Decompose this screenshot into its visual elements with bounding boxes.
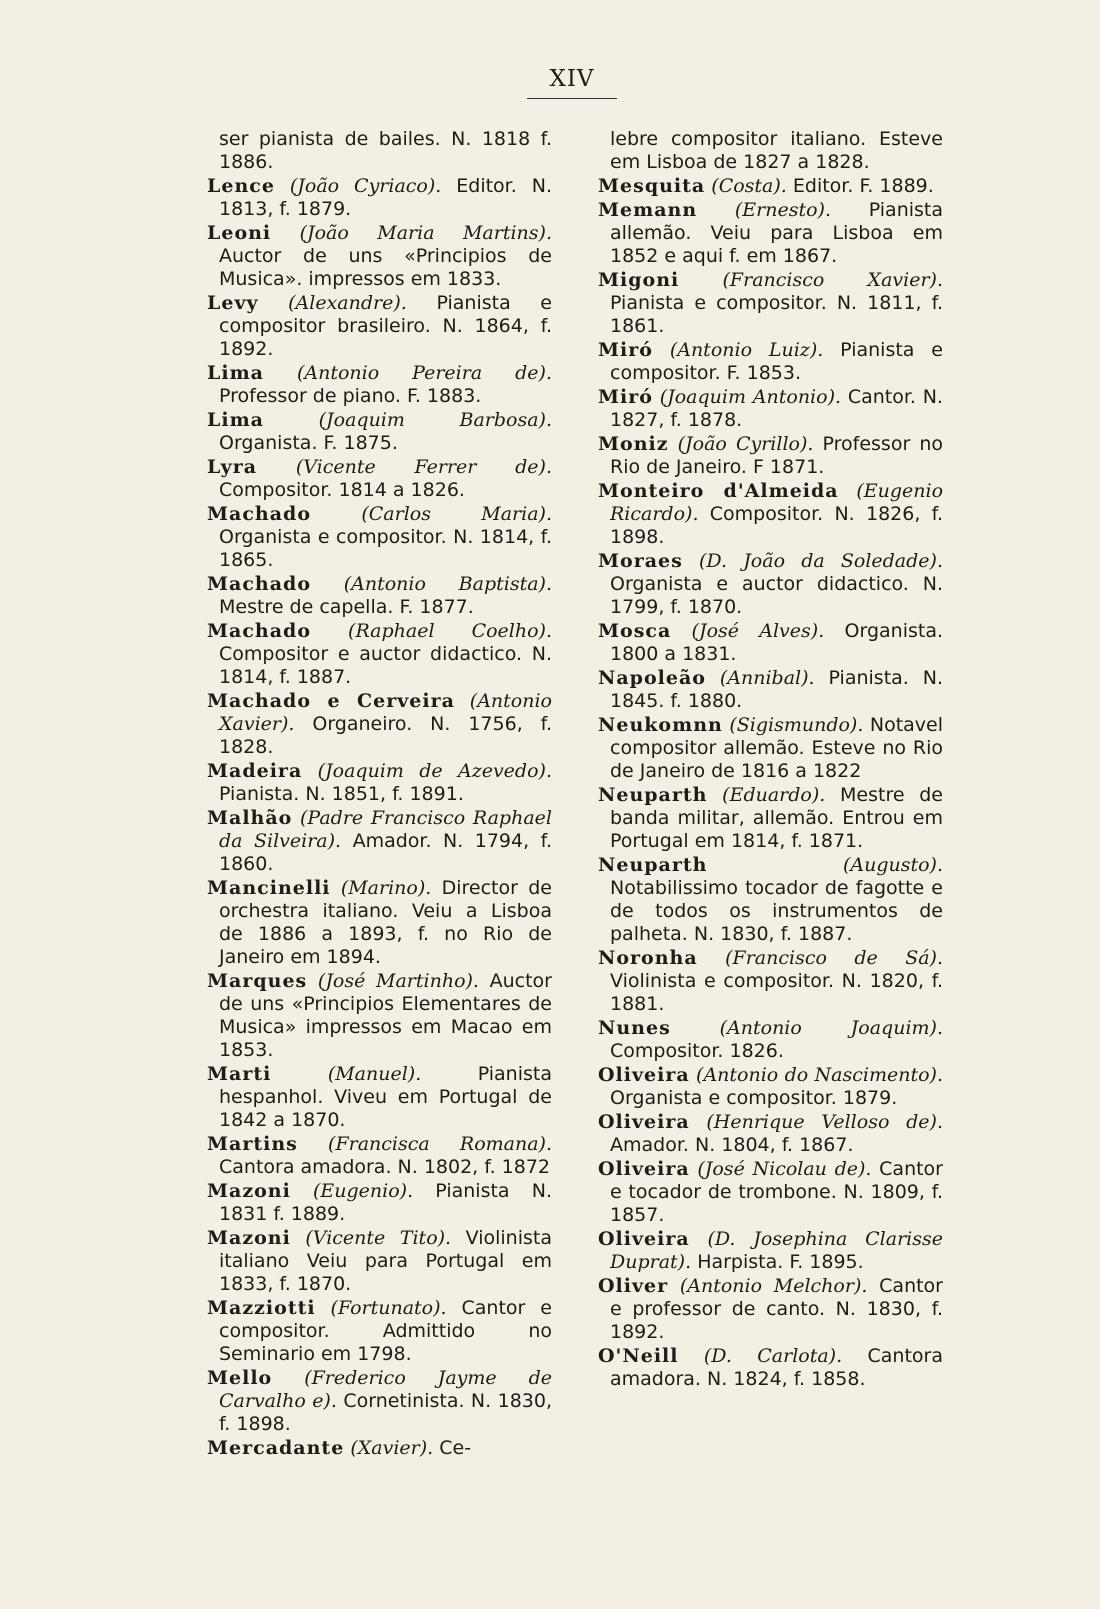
dictionary-entry xyxy=(598,784,943,853)
entry-description: Organeiro. N. 1756, f. 1828. xyxy=(219,713,552,758)
entry-description: Editor. N. 1813, f. 1879. xyxy=(219,175,552,220)
entry-given-names: (Antonio Pereira de). xyxy=(296,362,552,384)
entry-description: Cantor e tocador de trombone. N. 1809, f. 1857. xyxy=(610,1158,943,1226)
entry-given-names: (Eduardo). xyxy=(722,784,826,806)
dictionary-entry xyxy=(207,175,552,221)
entry-description: Cantor. N. 1827, f. 1878. xyxy=(610,386,943,431)
dictionary-entry xyxy=(207,760,552,806)
entry-surname: Neuparth xyxy=(598,784,708,806)
entry-surname: Monteiro d'Almeida xyxy=(598,480,839,502)
entry-description: Cantora amadora. N. 1824, f. 1858. xyxy=(610,1345,943,1390)
entry-description: Harpista. F. 1895. xyxy=(697,1251,864,1273)
dictionary-entry xyxy=(207,1437,552,1460)
entry-description: Mestre de banda militar, allemão. Entrou em Portugal em 1814, f. 1871. xyxy=(610,784,943,852)
dictionary-entry xyxy=(598,1158,943,1227)
entry-surname: Mazziotti xyxy=(207,1297,316,1319)
entry-given-names: (Antonio Joaquim). xyxy=(719,1017,943,1039)
dictionary-entry xyxy=(207,456,552,502)
entry-surname: Machado e Cerveira xyxy=(207,690,455,712)
dictionary-entry xyxy=(598,714,943,783)
entry-surname: Oliveira xyxy=(598,1158,690,1180)
entry-given-names: (Carlos Maria). xyxy=(361,503,552,525)
entry-given-names: (Fortunato). xyxy=(330,1297,447,1319)
dictionary-entry xyxy=(598,199,943,268)
entry-surname: Neukomnn xyxy=(598,714,723,736)
entry-given-names: (Marino). xyxy=(340,877,432,899)
entry-given-names: (Antonio Melchor). xyxy=(679,1275,868,1297)
entry-surname: Memann xyxy=(598,199,698,221)
entry-given-names: (Vicente Tito). xyxy=(305,1227,452,1249)
entry-given-names: (Frederico Jayme de Carvalho e). xyxy=(219,1367,552,1412)
entry-surname: Malhão xyxy=(207,807,293,829)
dictionary-entry xyxy=(598,480,943,549)
entry-given-names: (Ernesto). xyxy=(734,199,832,221)
entry-description: Amador. N. 1794, f. 1860. xyxy=(219,830,552,875)
dictionary-entry xyxy=(207,1227,552,1296)
header-rule xyxy=(527,98,617,99)
right-column xyxy=(598,128,943,1392)
entry-description: Pianista e compositor. F. 1853. xyxy=(610,339,943,384)
dictionary-entry xyxy=(207,970,552,1062)
entry-given-names: (Raphael Coelho). xyxy=(348,620,553,642)
page-number: XIV xyxy=(549,66,595,92)
dictionary-entry xyxy=(207,292,552,361)
entry-given-names: (João Cyrillo). xyxy=(677,433,814,455)
entry-surname: Marti xyxy=(207,1063,272,1085)
dictionary-entry xyxy=(598,1017,943,1063)
entry-description: Director de orchestra italiano. Veiu a Lisboa de 1886 a 1893, f. no Rio de Janeiro em 1894. xyxy=(219,877,552,968)
entry-given-names: (D. João da Soledade). xyxy=(699,550,943,572)
entry-given-names: (José Nicolau de). xyxy=(697,1158,872,1180)
entry-surname: Machado xyxy=(207,620,311,642)
entry-surname: Miró xyxy=(598,339,653,361)
dictionary-entry xyxy=(207,807,552,876)
dictionary-entry xyxy=(598,1275,943,1344)
entry-surname: Machado xyxy=(207,573,311,595)
entry-surname: Oliveira xyxy=(598,1111,690,1133)
entry-description: Pianista e compositor brasileiro. N. 1864, f. 1892. xyxy=(219,292,552,360)
entry-given-names: (Joaquim de Azevedo). xyxy=(317,760,552,782)
entry-description: Cantora amadora. N. 1802, f. 1872 xyxy=(219,1156,550,1178)
entry-given-names: (Alexandre). xyxy=(288,292,407,314)
entry-given-names: (José Martinho). xyxy=(317,970,479,992)
entry-given-names: (Antonio do Nascimento). xyxy=(696,1064,943,1086)
entry-surname: Oliveira xyxy=(598,1228,690,1250)
entry-surname: Migoni xyxy=(598,269,680,291)
dictionary-entry xyxy=(598,1064,943,1110)
entry-given-names: (D. Josephina Clarisse Duprat). xyxy=(610,1228,943,1273)
entry-given-names: (Costa). xyxy=(711,175,787,197)
dictionary-entry xyxy=(207,1180,552,1226)
entry-description: Notavel compositor allemão. Esteve no Rio de Janeiro de 1816 a 1822 xyxy=(610,714,944,782)
dictionary-entry xyxy=(598,854,943,946)
entry-description: Pianista e compositor. N. 1811, f. 1861. xyxy=(610,292,943,337)
entry-description: Organista e compositor. N. 1814, f. 1865. xyxy=(219,526,552,571)
entry-description: Editor. F. 1889. xyxy=(792,175,934,197)
entry-given-names: (Sigismundo). xyxy=(729,714,864,736)
entry-given-names: (João Cyriaco). xyxy=(289,175,442,197)
dictionary-entry xyxy=(598,1111,943,1157)
entry-given-names: (Antonio Baptista). xyxy=(343,573,552,595)
dictionary-entry xyxy=(598,433,943,479)
entry-description: Violinista italiano Veiu para Portugal em 1833, f. 1870. xyxy=(219,1227,552,1295)
entry-surname: Leoni xyxy=(207,222,272,244)
entry-description: Cantor e compositor. Admittido no Seminario em 1798. xyxy=(219,1297,552,1365)
entry-surname: Lence xyxy=(207,175,275,197)
entry-surname: O'Neill xyxy=(598,1345,679,1367)
entry-description: Professor de piano. F. 1883. xyxy=(219,385,482,407)
entry-surname: Mello xyxy=(207,1367,273,1389)
entry-given-names: (Antonio Xavier). xyxy=(219,690,552,735)
dictionary-entry xyxy=(598,1345,943,1391)
entry-surname: Lima xyxy=(207,362,264,384)
entry-surname: Mazoni xyxy=(207,1180,291,1202)
entry-given-names: (Francisco de Sá). xyxy=(725,947,943,969)
dictionary-entry xyxy=(598,550,943,619)
entry-surname: Mosca xyxy=(598,620,672,642)
entry-description: Compositor. 1826. xyxy=(610,1040,784,1062)
entry-description: Cantor e professor de canto. N. 1830, f. 1892. xyxy=(610,1275,943,1343)
entry-given-names: (Augusto). xyxy=(842,854,943,876)
entry-surname: Martins xyxy=(207,1133,298,1155)
entry-surname: Noronha xyxy=(598,947,698,969)
entry-description: Cornetinista. N. 1830, f. 1898. xyxy=(219,1390,553,1435)
dictionary-entry xyxy=(207,1297,552,1366)
entry-surname: Oliver xyxy=(598,1275,669,1297)
entry-given-names: (Annibal). xyxy=(719,667,815,689)
entry-description: Mestre de capella. F. 1877. xyxy=(219,596,474,618)
entry-description: Pianista. N. 1845. f. 1880. xyxy=(610,667,944,712)
dictionary-entry xyxy=(207,1367,552,1436)
dictionary-entry xyxy=(207,362,552,408)
entry-surname: Napoleão xyxy=(598,667,706,689)
dictionary-entry xyxy=(598,386,943,432)
entry-given-names: (Francisco Xavier). xyxy=(722,269,944,291)
entry-surname: Moniz xyxy=(598,433,669,455)
entry-description: Compositor. N. 1826, f. 1898. xyxy=(610,503,943,548)
dictionary-entry xyxy=(598,1228,943,1274)
dictionary-entry xyxy=(598,947,943,1016)
entry-description: Pianista allemão. Veiu para Lisboa em 1852 e aqui f. em 1867. xyxy=(610,199,944,267)
dictionary-entry xyxy=(207,409,552,455)
dictionary-entry xyxy=(598,620,943,666)
entry-surname: Oliveira xyxy=(598,1064,690,1086)
entry-surname: Nunes xyxy=(598,1017,671,1039)
dictionary-entry xyxy=(598,339,943,385)
dictionary-entry xyxy=(207,1063,552,1132)
dictionary-entry xyxy=(207,620,552,689)
entry-given-names: (Eugenio Ricardo). xyxy=(610,480,944,525)
entry-description: Ce- xyxy=(439,1437,472,1459)
entry-surname: Mercadante xyxy=(207,1437,345,1459)
entry-given-names: (D. Carlota). xyxy=(703,1345,843,1367)
dictionary-entry xyxy=(598,128,943,174)
entry-description: Organista e compositor. 1879. xyxy=(610,1087,898,1109)
entry-given-names: (Padre Francisco Raphael da Silveira). xyxy=(219,807,552,852)
entry-description: Pianista. N. 1851, f. 1891. xyxy=(219,783,464,805)
entry-description: Auctor de uns «Principios Elementares de Musica» impressos em Macao em 1853. xyxy=(219,970,552,1061)
entry-description: Pianista hespanhol. Viveu em Portugal de 1842 a 1870. xyxy=(219,1063,552,1131)
entry-description: Auctor de uns «Principios de Musica». impressos em 1833. xyxy=(219,245,552,290)
entry-surname: Moraes xyxy=(598,550,683,572)
entry-description: Notabilissimo tocador de fagotte e de todos os instrumentos de palheta. N. 1830, f. 1887. xyxy=(610,877,943,945)
entry-given-names: (João Maria Martins). xyxy=(299,222,552,244)
entry-given-names: (Xavier). xyxy=(350,1437,434,1459)
entry-given-names: (Manuel). xyxy=(327,1063,422,1085)
left-column xyxy=(207,128,552,1461)
entry-surname: Miró xyxy=(598,386,653,408)
entry-description: Compositor e auctor didactico. N. 1814, f. 1887. xyxy=(219,643,552,688)
entry-description: Professor no Rio de Janeiro. F 1871. xyxy=(610,433,944,478)
entry-surname: Machado xyxy=(207,503,311,525)
entry-description: ser pianista de bailes. N. 1818 f. 1886. xyxy=(219,128,552,173)
entry-given-names: (Eugenio). xyxy=(313,1180,414,1202)
dictionary-entry xyxy=(207,503,552,572)
dictionary-entry xyxy=(207,690,552,759)
entry-description: Organista e auctor didactico. N. 1799, f. 1870. xyxy=(610,573,943,618)
entry-given-names: (Joaquim Barbosa). xyxy=(318,409,552,431)
dictionary-entry xyxy=(598,175,943,198)
entry-surname: Mazoni xyxy=(207,1227,291,1249)
entry-given-names: (Francisca Romana). xyxy=(328,1133,553,1155)
entry-description: Violinista e compositor. N. 1820, f. 1881. xyxy=(610,970,943,1015)
entry-description: Organista. 1800 a 1831. xyxy=(610,620,944,665)
dictionary-entry xyxy=(207,573,552,619)
dictionary-entry xyxy=(598,667,943,713)
entry-surname: Lyra xyxy=(207,456,258,478)
entry-surname: Lima xyxy=(207,409,264,431)
entry-surname: Marques xyxy=(207,970,308,992)
entry-description: Organista. F. 1875. xyxy=(219,432,398,454)
dictionary-entry xyxy=(207,1133,552,1179)
entry-surname: Mancinelli xyxy=(207,877,331,899)
entry-description: lebre compositor italiano. Esteve em Lisboa de 1827 a 1828. xyxy=(610,128,943,173)
entry-given-names: (Joaquim Antonio). xyxy=(659,386,842,408)
entry-description: Pianista N. 1831 f. 1889. xyxy=(219,1180,552,1225)
entry-given-names: (Antonio Luiz). xyxy=(669,339,824,361)
entry-given-names: (Henrique Velloso de). xyxy=(706,1111,943,1133)
dictionary-entry xyxy=(207,128,552,174)
dictionary-entry xyxy=(207,877,552,969)
entry-given-names: (José Alves). xyxy=(691,620,825,642)
dictionary-entry xyxy=(598,269,943,338)
entry-surname: Levy xyxy=(207,292,259,314)
entry-surname: Neuparth xyxy=(598,854,708,876)
entry-description: Compositor. 1814 a 1826. xyxy=(219,479,465,501)
entry-surname: Mesquita xyxy=(598,175,706,197)
entry-description: Amador. N. 1804, f. 1867. xyxy=(610,1134,854,1156)
dictionary-entry xyxy=(207,222,552,291)
entry-given-names: (Vicente Ferrer de). xyxy=(295,456,552,478)
entry-surname: Madeira xyxy=(207,760,303,782)
